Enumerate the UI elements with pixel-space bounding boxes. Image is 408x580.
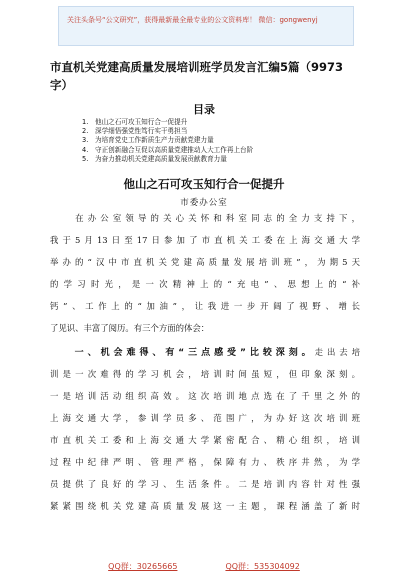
toc-item-number: 2. bbox=[82, 127, 89, 136]
footer bbox=[0, 561, 408, 572]
body-text-line: 过程中纪律严明、管理严格，保障有力、秩序井然，为学 bbox=[50, 457, 360, 467]
footer-qq-group-2[interactable]: QQ群：535304092 bbox=[225, 562, 300, 571]
toc-item-number: 5. bbox=[82, 154, 89, 163]
toc-item-label: 守正创新融合互促以高质量党建推动人大工作再上台阶 bbox=[95, 145, 254, 154]
toc-item-number: 4. bbox=[82, 145, 89, 154]
body-text-line: 的学习时光，是一次精神上的“充电”、思想上的“补 bbox=[50, 279, 360, 289]
toc-item[interactable] bbox=[82, 118, 352, 127]
section-author: 市委办公室 bbox=[180, 198, 228, 208]
toc-item[interactable] bbox=[82, 136, 352, 145]
body-text-line: 举办的“汉中市直机关党建高质量发展培训班”，为期5天 bbox=[50, 257, 360, 267]
toc-item-label: 他山之石可攻玉知行合一促提升 bbox=[95, 118, 188, 126]
section-title: 他山之石可攻玉知行合一促提升 bbox=[123, 177, 285, 191]
body-text-line: 训是一次难得的学习机会，培训时间虽短，但印象深刻。 bbox=[50, 369, 360, 379]
toc-item-number: 1. bbox=[82, 118, 89, 126]
body-text-line: 一是培训活动组织高效。这次培训地点选在了千里之外的 bbox=[50, 391, 360, 401]
body-text-line: 在办公室领导的关心关怀和科室同志的全力支持下， bbox=[50, 213, 360, 223]
banner-text: 关注头条号“公文研究”，获得最新最全最专业的公文资料库！ 微信：gongwenyj bbox=[67, 16, 318, 24]
toc-item-number: 3. bbox=[82, 136, 89, 145]
body-text-line: 我于5月13日至17日参加了市直机关工委在上海交通大学 bbox=[50, 235, 360, 245]
toc-heading: 目录 bbox=[193, 103, 215, 116]
toc-item-label: 为培育党史工作新质生产力贡献党建力量 bbox=[95, 136, 214, 145]
point-heading: 一、机会难得、有“三点感受”比较深刻。 bbox=[74, 348, 315, 358]
header-banner bbox=[58, 6, 354, 46]
toc-item[interactable] bbox=[82, 155, 352, 164]
toc-item[interactable] bbox=[82, 146, 352, 155]
body-text-line: 紧紧围绕机关党建高质量发展这一主题，课程涵盖了新时 bbox=[50, 501, 360, 511]
toc-item-label: 为奋力推动机关党建高质量发展贡献教育力量 bbox=[95, 154, 227, 163]
footer-qq-group-1[interactable]: QQ群：30265665 bbox=[108, 562, 178, 571]
document-title: 市直机关党建高质量发展培训班学员发言汇编5篇（9973字） bbox=[50, 60, 344, 92]
point-heading-rest: 走出去培 bbox=[314, 347, 360, 357]
body-text-line: 钙”、工作上的“加油”，让我进一步开阔了视野、增长 bbox=[50, 301, 360, 311]
table-of-contents bbox=[82, 118, 352, 164]
body-text-line: 上海交通大学，参训学员多、范围广，为办好这次培训班 bbox=[50, 413, 360, 423]
toc-item-label: 深学细悟强党性笃行实干勇担当 bbox=[95, 127, 188, 136]
body-text-line: 员提供了良好的学习、生活条件。二是培训内容针对性强 bbox=[50, 479, 360, 489]
body-text-line bbox=[50, 346, 360, 359]
body-text-line: 市直机关工委和上海交通大学紧密配合、精心组织，培训 bbox=[50, 435, 360, 445]
body-text-line: 了见识、丰富了阅历。有三个方面的体会： bbox=[50, 323, 210, 333]
